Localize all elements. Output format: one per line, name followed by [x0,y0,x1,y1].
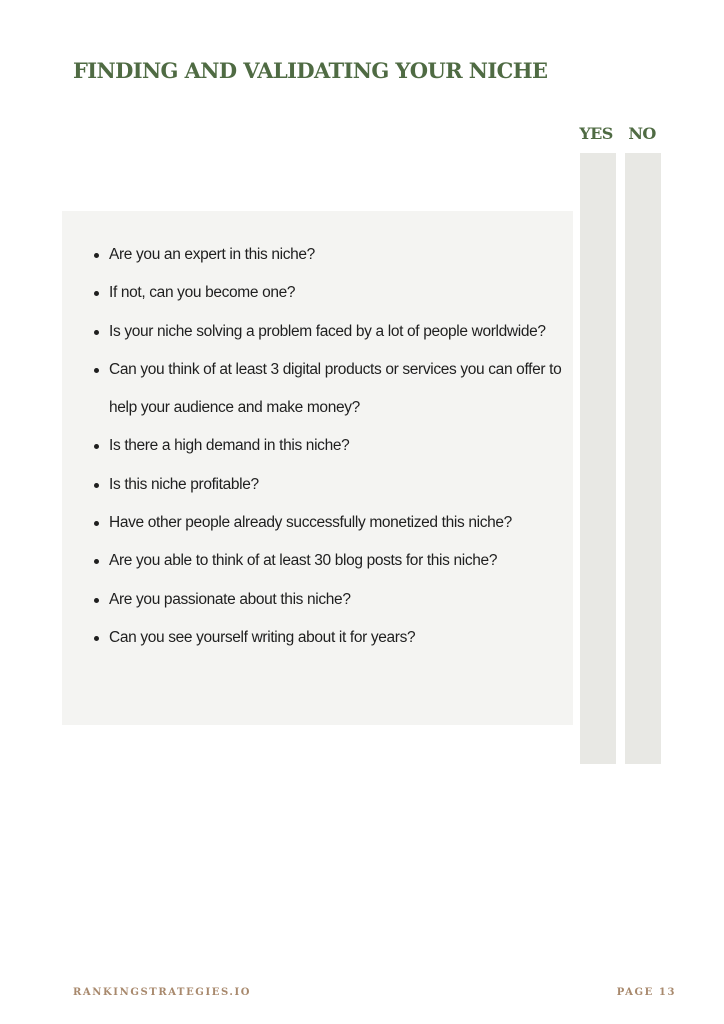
question-item: Can you think of at least 3 digital products or services you can offer to help your audience and make money? [62,351,573,428]
footer-site-name: RANKINGSTRATEGIES.IO [73,987,252,998]
question-item: Are you an expert in this niche? [62,236,573,274]
question-item: Are you passionate about this niche? [62,581,573,619]
no-column-header: NO [628,124,656,143]
question-item: Is this niche profitable? [62,466,573,504]
footer-page-number: PAGE 13 [616,987,676,998]
question-item: Can you see yourself writing about it for years? [62,619,573,657]
yes-check-column[interactable] [580,153,616,764]
page-title: FINDING AND VALIDATING YOUR NICHE [73,58,548,83]
question-item: Are you able to think of at least 30 blog posts for this niche? [62,542,573,580]
yes-column-header: YES [579,124,613,143]
question-panel [62,211,573,725]
question-list [62,236,573,657]
question-item: If not, can you become one? [62,274,573,312]
no-check-column[interactable] [625,153,661,764]
question-item: Is there a high demand in this niche? [62,427,573,465]
question-item: Have other people already successfully monetized this niche? [62,504,573,542]
question-item: Is your niche solving a problem faced by a lot of people worldwide? [62,313,573,351]
